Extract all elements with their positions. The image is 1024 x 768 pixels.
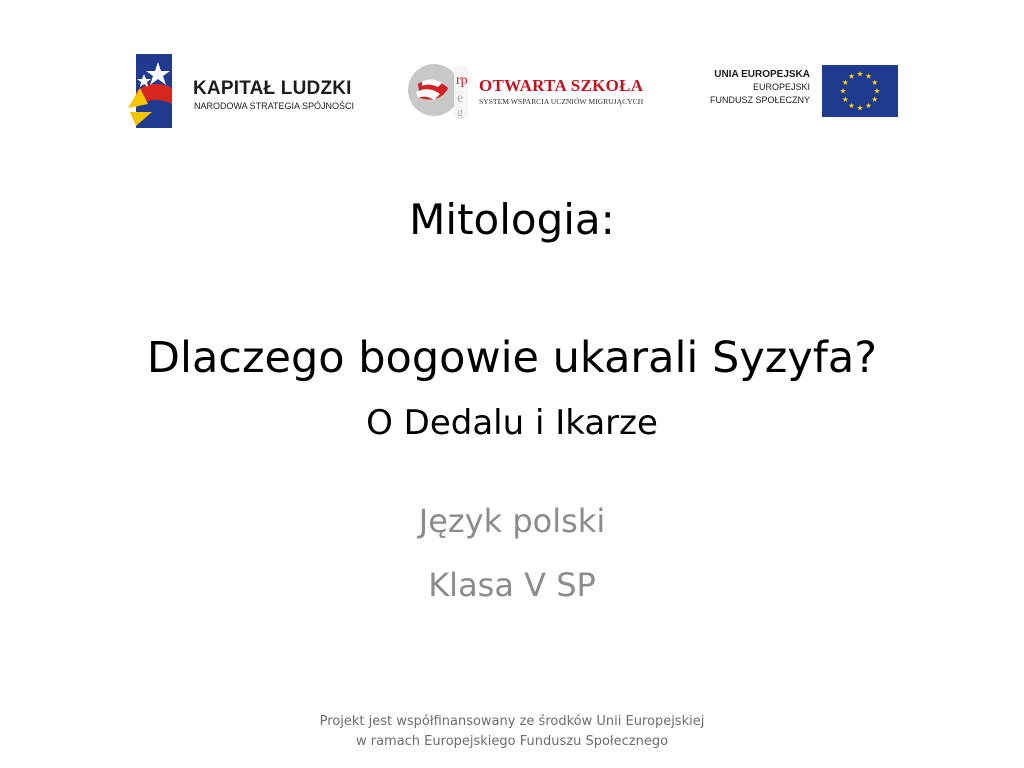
otwarta-szkola-logo xyxy=(404,58,664,120)
kapital-ludzki-name: KAPITAŁ LUDZKI xyxy=(193,78,352,99)
eu-flag-icon xyxy=(822,65,898,117)
eu-logo xyxy=(700,64,900,120)
eu-logo-text xyxy=(710,68,810,107)
eu-line-3: FUNDUSZ SPOŁECZNY xyxy=(709,95,810,105)
slide-subtitle: O Dedalu i Ikarze xyxy=(366,403,658,443)
eu-line-2: EUROPEJSKI xyxy=(752,82,810,92)
kapital-ludzki-logo xyxy=(126,52,376,132)
subject-label: Język polski xyxy=(418,502,606,540)
otwarta-szkola-name: OTWARTA SZKOŁA xyxy=(479,76,644,95)
slide-title: Mitologia: xyxy=(409,195,615,244)
footer-line-2: w ramach Europejskiego Funduszu Społecznego xyxy=(355,734,669,749)
kapital-ludzki-mark-icon xyxy=(126,52,178,130)
otwarta-szkola-emblem-icon xyxy=(404,58,474,120)
slide-question: Dlaczego bogowie ukarali Syzyfa? xyxy=(146,333,878,383)
svg-text:e: e xyxy=(457,91,464,106)
otwarta-szkola-tagline: SYSTEM WSPARCIA UCZNIÓW MIGRUJĄCYCH xyxy=(479,97,644,106)
footer-line-1: Projekt jest współfinansowany ze środków Unii Europejskiej xyxy=(319,714,705,729)
eu-line-1: UNIA EUROPEJSKA xyxy=(714,69,810,80)
svg-text:rp: rp xyxy=(456,73,468,88)
kapital-ludzki-tagline: NARODOWA STRATEGIA SPÓJNOŚCI xyxy=(194,101,355,111)
svg-text:g: g xyxy=(457,105,463,119)
grade-label: Klasa V SP xyxy=(428,566,596,604)
